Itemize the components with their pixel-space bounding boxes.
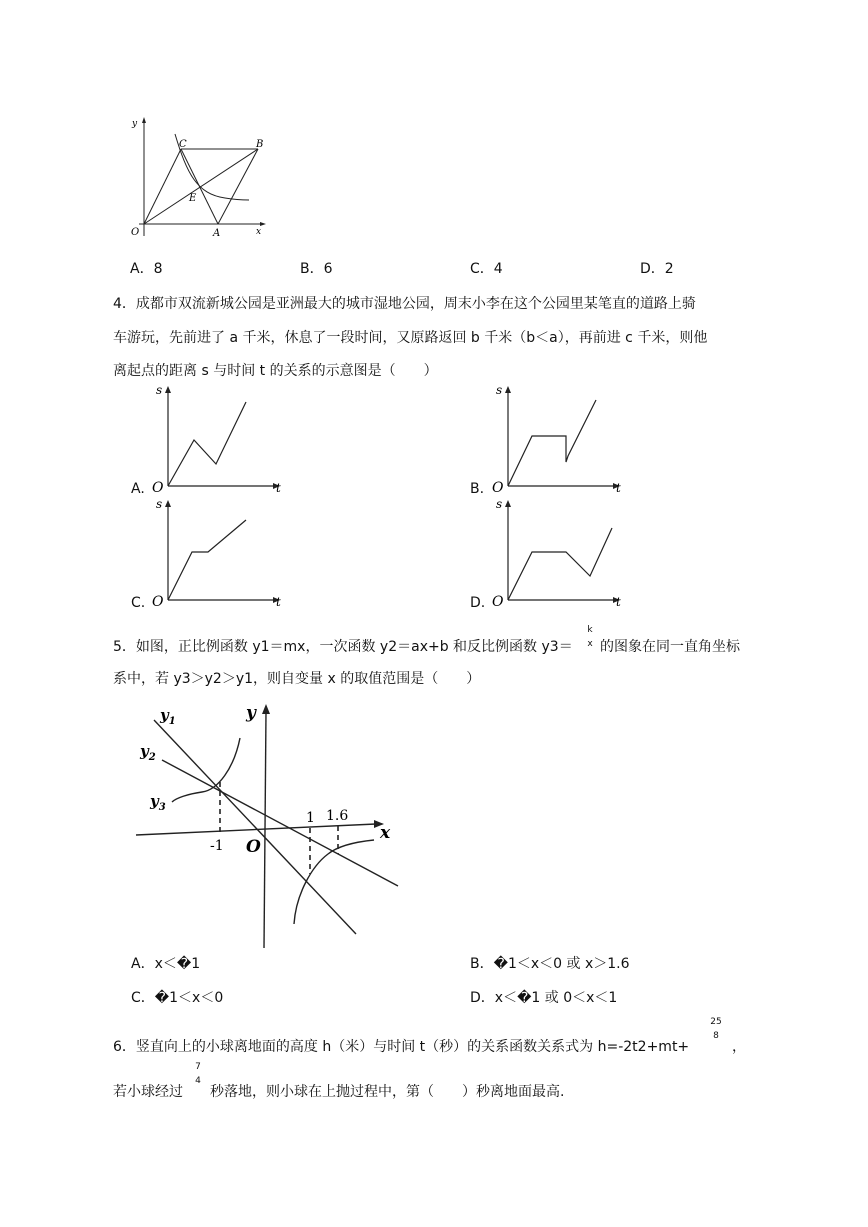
q5-option-c: C．�1＜x＜0 bbox=[131, 990, 224, 1006]
q4c-label-s: s bbox=[156, 497, 163, 511]
q3-label-O: O bbox=[131, 227, 140, 238]
q3-figure bbox=[125, 112, 270, 240]
q4-option-label-a: A. bbox=[131, 481, 145, 497]
q5-label-y1: $y_1$ bbox=[160, 706, 176, 727]
q4a-label-t: t bbox=[276, 481, 281, 495]
q3-label-y: y bbox=[132, 119, 138, 129]
q4a-label-o: O bbox=[152, 480, 164, 496]
q5-label-1: 1 bbox=[306, 810, 315, 826]
q6-frac1-num: 25 bbox=[710, 1017, 722, 1027]
q3-label-E: E bbox=[189, 193, 197, 204]
q4-graph-d bbox=[488, 494, 628, 610]
q3-option-a: A．8 bbox=[130, 261, 163, 277]
q6-text-line2-post: 秒落地，则小球在上抛过程中，第（ ）秒离地面最高. bbox=[210, 1084, 565, 1100]
q5-label-y3: $y_3$ bbox=[150, 792, 166, 813]
q4d-label-s: s bbox=[496, 497, 503, 511]
q3-label-C: C bbox=[179, 139, 187, 150]
q5-label-o: O bbox=[246, 837, 261, 857]
q5-frac-num: k bbox=[587, 625, 593, 635]
q4-graph-c bbox=[148, 494, 288, 610]
q4-option-label-b: B. bbox=[470, 481, 485, 497]
q6-fraction-1 bbox=[708, 1017, 724, 1042]
q4c-label-t: t bbox=[276, 595, 281, 609]
q6-text-line1-pre: 6．竖直向上的小球离地面的高度 h（米）与时间 t（秒）的关系函数关系式为 h=-2t2+mt+ bbox=[113, 1039, 690, 1055]
q3-label-x: x bbox=[256, 227, 262, 237]
q5-label-x: x bbox=[380, 823, 391, 843]
q5-label-16: 1.6 bbox=[326, 808, 349, 824]
q4b-label-o: O bbox=[492, 480, 504, 496]
q4-text-line2: 车游玩，先前进了 a 千米，休息了一段时间，又原路返回 b 千米（b＜a），再前进 c 千米，则他 bbox=[113, 330, 708, 346]
q6-frac2-den: 4 bbox=[195, 1076, 201, 1086]
q5-fraction bbox=[584, 625, 596, 650]
q3-label-B: B bbox=[256, 139, 264, 150]
q6-text-line1-post: ， bbox=[732, 1039, 746, 1055]
q6-fraction-2 bbox=[192, 1062, 204, 1087]
q3-option-d: D．2 bbox=[640, 261, 674, 277]
q5-figure bbox=[128, 698, 410, 954]
q3-option-b: B．6 bbox=[300, 261, 333, 277]
q5-text-line1-pre: 5．如图，正比例函数 y1＝mx，一次函数 y2＝ax+b 和反比例函数 y3＝ bbox=[113, 639, 573, 655]
q4b-label-s: s bbox=[496, 383, 503, 397]
q6-text-line2-pre: 若小球经过 bbox=[113, 1084, 183, 1100]
q5-text-line2: 系中，若 y3＞y2＞y1，则自变量 x 的取值范围是（ ） bbox=[113, 671, 481, 687]
q5-option-b: B．�1＜x＜0 或 x＞1.6 bbox=[470, 956, 630, 972]
q4-graph-a bbox=[148, 380, 288, 496]
q5-option-d: D．x＜�1 或 0＜x＜1 bbox=[470, 990, 618, 1006]
q5-y-axis bbox=[264, 712, 266, 948]
q3-label-A: A bbox=[213, 228, 221, 239]
q4a-label-s: s bbox=[156, 383, 163, 397]
q4-text-line1: 4．成都市双流新城公园是亚洲最大的城市湿地公园，周末小李在这个公园里某笔直的道路上骑 bbox=[113, 296, 696, 312]
q5-label-y2: $y_2$ bbox=[140, 742, 156, 763]
q4-text-line3: 离起点的距离 s 与时间 t 的关系的示意图是（ ） bbox=[113, 363, 438, 379]
q3-option-c: C．4 bbox=[470, 261, 503, 277]
q6-frac1-den: 8 bbox=[713, 1031, 719, 1041]
q5-x-axis bbox=[136, 824, 376, 835]
q5-text-line1-post: 的图象在同一直角坐标 bbox=[600, 639, 740, 655]
q4-option-label-c: C. bbox=[131, 595, 146, 611]
q4c-label-o: O bbox=[152, 594, 164, 610]
q6-frac2-num: 7 bbox=[195, 1062, 201, 1072]
q5-frac-den: x bbox=[587, 639, 593, 649]
q4d-label-t: t bbox=[616, 595, 621, 609]
q5-label-m1: -1 bbox=[210, 838, 224, 854]
q4d-label-o: O bbox=[492, 594, 504, 610]
q5-label-y: y bbox=[246, 703, 256, 723]
q4-option-label-d: D. bbox=[470, 595, 486, 611]
q4-graph-b bbox=[488, 380, 628, 496]
q4b-label-t: t bbox=[616, 481, 621, 495]
q5-option-a: A．x＜�1 bbox=[131, 956, 201, 972]
q5-line-y2 bbox=[162, 760, 398, 886]
